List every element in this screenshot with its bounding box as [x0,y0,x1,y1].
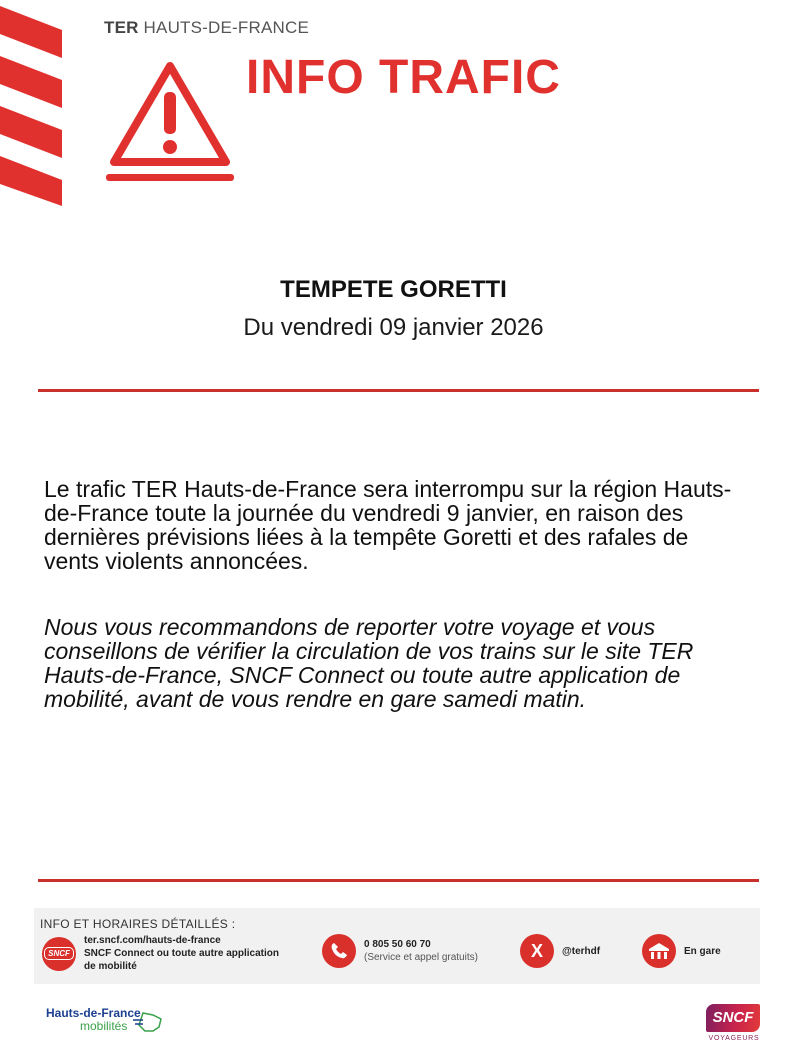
brand-region: HAUTS-DE-FRANCE [143,18,309,37]
footer-phone-note: (Service et appel gratuits) [364,952,478,963]
footer-station-item [642,934,721,968]
info-trafic-title: INFO TRAFIC [246,51,561,104]
phone-icon [322,934,356,968]
footer-social-handle[interactable]: @terhdf [562,945,601,957]
footer-info-box [34,908,760,984]
announcement-date: Du vendredi 09 janvier 2026 [243,314,544,341]
footer-title: INFO ET HORAIRES DÉTAILLÉS : [40,917,236,931]
footer-web-line-3: de mobilité [84,961,137,972]
hauts-de-france-mobilites-logo [46,1006,165,1033]
hdf-logo-line-2: mobilités [80,1019,128,1033]
footer-phone-number[interactable]: 0 805 50 60 70 [364,939,431,950]
footer-web-item[interactable] [42,934,279,973]
footer-station-label: En gare [684,945,721,957]
footer-phone-item[interactable] [322,934,478,968]
sncf-voyageurs-logo [706,1004,762,1042]
sncf-logo-mark: SNCF [706,1004,760,1032]
announcement-paragraph-1: Le trafic TER Hauts-de-France sera interrompu sur la région Hauts-de-France toute la journée du vendredi 9 janvier, en raison des dernières prévisions liées à la tempête Goretti et des rafales de vents violents annoncées. [44,476,732,574]
warning-triangle-icon [104,58,236,184]
hdf-logo-line-1: Hauts-de-France [46,1006,141,1020]
top-divider [38,389,759,392]
station-icon [642,934,676,968]
announcement-headline: TEMPETE GORETTI [280,276,507,303]
sncf-logo-subtitle: VOYAGEURS [708,1035,760,1042]
red-stripes-decoration [0,0,62,206]
footer-web-url[interactable]: ter.sncf.com/hauts-de-france [84,935,221,946]
brand-label [104,18,309,38]
bottom-divider [38,879,759,882]
sncf-web-icon: SNCF [42,937,76,971]
brand-bold: TER [104,18,139,37]
footer-web-line-2: SNCF Connect ou toute autre application [84,948,280,959]
x-social-icon: X [520,934,554,968]
announcement-paragraph-2: Nous vous recommandons de reporter votre voyage et vous conseillons de vérifier la circulation de vos trains sur le site TER Hauts-de-France, SNCF Connect ou toute autre application de mobilité, avant de vous rendre en gare samedi matin. [44,614,694,712]
france-map-icon [131,1011,165,1033]
footer-social-item[interactable] [520,934,600,968]
